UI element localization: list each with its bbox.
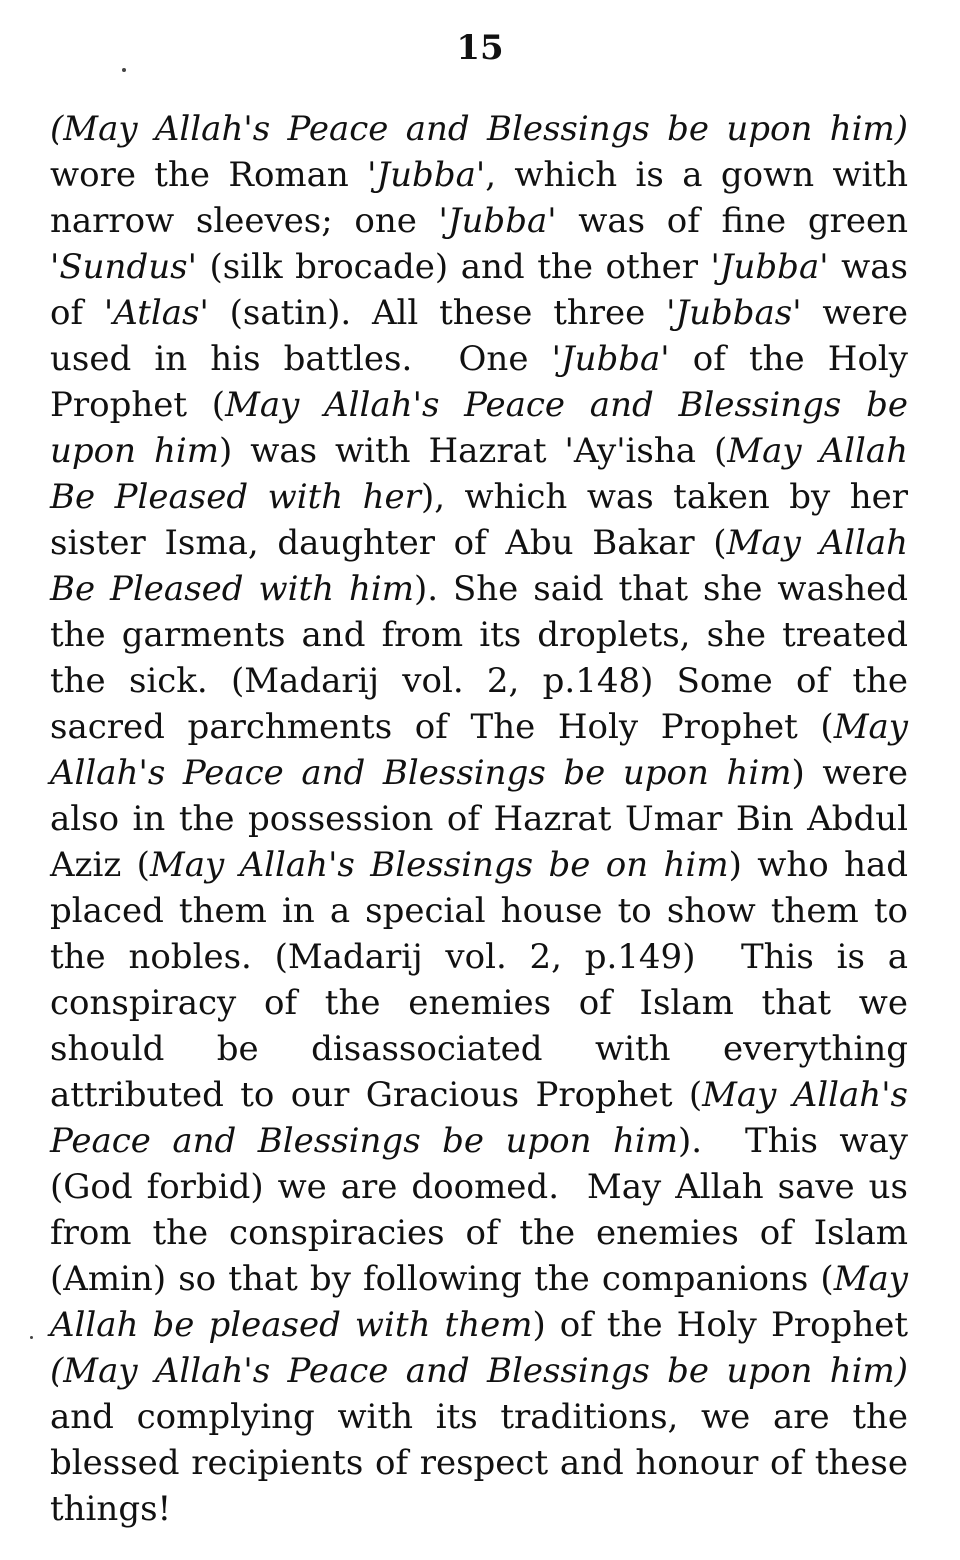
text-line bbox=[50, 1302, 908, 1348]
text-segment: ) was with Hazrat 'Ay'isha ( bbox=[219, 431, 728, 471]
text-segment: placed them in a special house to show them to bbox=[50, 891, 908, 931]
text-segment: from the conspiracies of the enemies of Islam bbox=[50, 1213, 908, 1253]
text-segment: should be disassociated with everything bbox=[50, 1029, 908, 1069]
text-line bbox=[50, 842, 908, 888]
italic-text-segment: Jubbas bbox=[675, 293, 793, 333]
italic-text-segment: Jubba bbox=[560, 339, 661, 379]
italic-text-segment: May Allah's Blessings be on him bbox=[149, 845, 729, 885]
text-segment: ) who had bbox=[728, 845, 909, 885]
text-line bbox=[50, 1486, 908, 1532]
text-line bbox=[50, 796, 908, 842]
italic-text-segment: (May Allah's Peace and Blessings be upon him) bbox=[50, 1351, 908, 1391]
scan-speck bbox=[30, 1336, 33, 1339]
text-line bbox=[50, 566, 908, 612]
text-segment: attributed to our Gracious Prophet ( bbox=[50, 1075, 703, 1115]
text-segment: ' was of fine green bbox=[547, 201, 908, 241]
italic-text-segment: Atlas bbox=[113, 293, 200, 333]
text-line bbox=[50, 106, 908, 152]
text-line bbox=[50, 1440, 908, 1486]
text-segment: ' was bbox=[819, 247, 908, 287]
italic-text-segment: May Allah bbox=[727, 431, 908, 471]
text-segment: Aziz ( bbox=[50, 845, 150, 885]
text-line bbox=[50, 1026, 908, 1072]
text-segment: ) of the Holy Prophet bbox=[532, 1305, 908, 1345]
text-line bbox=[50, 520, 908, 566]
text-segment: things! bbox=[50, 1489, 172, 1529]
italic-text-segment: May Allah's bbox=[702, 1075, 908, 1115]
italic-text-segment: Allah be pleased with them bbox=[50, 1305, 533, 1345]
text-line bbox=[50, 888, 908, 934]
page-number: 15 bbox=[456, 28, 504, 68]
text-segment: the nobles. (Madarij vol. 2, p.149) This is a bbox=[50, 937, 908, 977]
text-line bbox=[50, 658, 908, 704]
text-segment: wore the Roman ' bbox=[50, 155, 377, 195]
text-segment: (Amin) so that by following the companions ( bbox=[50, 1259, 834, 1299]
text-segment: ), which was taken by her bbox=[420, 477, 908, 517]
text-segment: ). She said that she washed bbox=[413, 569, 908, 609]
text-line bbox=[50, 474, 908, 520]
text-segment: the garments and from its droplets, she treated bbox=[50, 615, 908, 655]
text-line bbox=[50, 1256, 908, 1302]
text-segment: ' bbox=[50, 247, 60, 287]
text-segment: (God forbid) we are doomed. May Allah save us bbox=[50, 1167, 908, 1207]
text-line bbox=[50, 1394, 908, 1440]
text-segment: narrow sleeves; one ' bbox=[50, 201, 448, 241]
italic-text-segment: May bbox=[833, 707, 908, 747]
text-segment: of ' bbox=[50, 293, 114, 333]
text-segment: the sick. (Madarij vol. 2, p.148) Some of the bbox=[50, 661, 908, 701]
text-line bbox=[50, 382, 908, 428]
text-line bbox=[50, 1164, 908, 1210]
text-segment: ' were bbox=[792, 293, 908, 333]
italic-text-segment: Jubba bbox=[719, 247, 820, 287]
text-segment: ' (satin). All these three ' bbox=[199, 293, 676, 333]
text-segment: Prophet ( bbox=[50, 385, 226, 425]
text-line bbox=[50, 704, 908, 750]
text-segment: ) were bbox=[791, 753, 908, 793]
text-line bbox=[50, 244, 908, 290]
text-line bbox=[50, 1118, 908, 1164]
italic-text-segment: May bbox=[833, 1259, 908, 1299]
italic-text-segment: Be Pleased with him bbox=[50, 569, 414, 609]
italic-text-segment: Jubba bbox=[447, 201, 548, 241]
text-line bbox=[50, 980, 908, 1026]
text-line bbox=[50, 428, 908, 474]
text-line bbox=[50, 1072, 908, 1118]
text-segment: ). This way bbox=[678, 1121, 908, 1161]
italic-text-segment: Sundus bbox=[59, 247, 188, 287]
text-segment: ', which is a gown with bbox=[475, 155, 908, 195]
italic-text-segment: (May Allah's Peace and Blessings be upon him) bbox=[50, 109, 908, 149]
italic-text-segment: Peace and Blessings be upon him bbox=[50, 1121, 679, 1161]
italic-text-segment: May Allah's Peace and Blessings be bbox=[225, 385, 908, 425]
scan-speck bbox=[122, 68, 126, 72]
text-segment: sacred parchments of The Holy Prophet ( bbox=[50, 707, 834, 747]
text-line bbox=[50, 198, 908, 244]
text-line bbox=[50, 290, 908, 336]
text-segment: ' (silk brocade) and the other ' bbox=[187, 247, 720, 287]
italic-text-segment: Be Pleased with her bbox=[50, 477, 421, 517]
text-line bbox=[50, 612, 908, 658]
body-text bbox=[50, 106, 908, 1532]
text-line bbox=[50, 336, 908, 382]
text-segment: also in the possession of Hazrat Umar Bin Abdul bbox=[50, 799, 908, 839]
italic-text-segment: upon him bbox=[50, 431, 219, 471]
text-segment: used in his battles. One ' bbox=[50, 339, 561, 379]
text-segment: sister Isma, daughter of Abu Bakar ( bbox=[50, 523, 727, 563]
italic-text-segment: Allah's Peace and Blessings be upon him bbox=[50, 753, 792, 793]
text-line bbox=[50, 934, 908, 980]
text-segment: and complying with its traditions, we are the bbox=[50, 1397, 908, 1437]
text-line bbox=[50, 1210, 908, 1256]
italic-text-segment: Jubba bbox=[376, 155, 476, 195]
text-line bbox=[50, 750, 908, 796]
text-line bbox=[50, 152, 908, 198]
text-segment: ' of the Holy bbox=[660, 339, 908, 379]
text-segment: blessed recipients of respect and honour of these bbox=[50, 1443, 908, 1483]
text-line bbox=[50, 1348, 908, 1394]
text-segment: conspiracy of the enemies of Islam that we bbox=[50, 983, 908, 1023]
italic-text-segment: May Allah bbox=[726, 523, 908, 563]
